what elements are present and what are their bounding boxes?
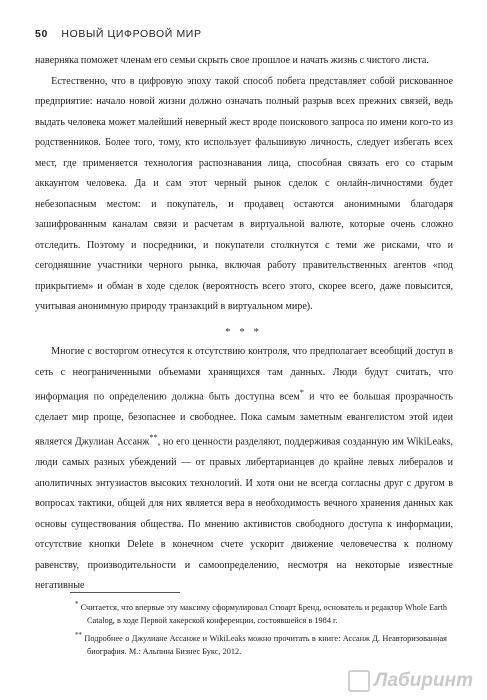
footnote-text: Подробнее о Джулиане Ассанже и WikiLeaks можно прочитать в книге: Ассанж Д. Неавторизованная биография. М.: Альпина Бизнес Букс, 2012. [84,633,448,656]
watermark-logo [348,670,473,692]
labyrinth-icon [348,670,370,692]
paragraph-continuation: наверняка поможет членам его семьи скрыть свое прошлое и начать жизнь с чистого листа. [35,55,429,66]
page-number: 50 [35,28,48,40]
paragraph: Естественно, что в цифровую эпоху такой способ побега представляет собой рискованное предприятие: начало новой жизни должно означать полный разрыв всех прежних связей, ведь выдать человека может малейший неверный жест вроде поискового запроса по имени кого-то из родственников. Более того, тому, кто использует фальшивую личность, следует избегать всех мест, где применяется технология распознавания лица, способная связать его со старым аккаунтом человека. Да и сам этот черный рынок сделок с онлайн-личностями будет небезопасным местом: и покупатель, и продавец остаются анонимными благодаря зашифрованным каналам связи и расчетам в виртуальной валюте, которые очень сложно отследить. Поэтому и посредники, и покупатели столкнутся с теми же рисками, что и сегодняшние участники черного рынка, включая работу правительственных агентов «под прикрытием» и обман в ходе сделок (вероятность всего этого, скорее всего, даже повысится, учитывая анонимную природу транзакций в виртуальном мире). [35,75,453,312]
running-header [35,28,202,40]
book-title: НОВЫЙ ЦИФРОВОЙ МИР [61,28,202,40]
main-text-top [35,51,453,318]
footnote-mark: ** [75,630,82,639]
footnote-ref[interactable]: ** [149,433,158,443]
section-divider: * * * [225,326,262,338]
main-text-bottom [35,342,453,597]
footnote-mark: * [75,600,79,608]
watermark-text: Лабиринт [374,670,473,691]
footnotes [75,598,447,660]
paragraph-text: Многие с восторгом отнесутся к отсутствию контроля, что предполагает всеобщий доступ в сеть с неограниченными объемами хранящихся там данных. Люди будут считать, что информация по определению должна быть доступна всем [35,346,453,403]
footnote-text: Считается, что впервые эту максиму сформулировал Стюарт Бренд, основатель и редактор Whole Earth Catalog, в ходе Первой хакерской конференции, состоявшейся в 1984 г. [80,602,447,625]
paragraph [35,342,453,597]
paragraph-text: и что ее большая прозрачность сделает мир проще, безопаснее и свободнее. Пока самым заметным евангелистом этой идеи является Джулиан Ассанж [35,391,453,448]
paragraph-text: , но его ценности разделяют, поддерживая созданную им WikiLeaks, люди самых разных убеждений — от правых либертарианцев до крайне левых либералов и аполитичных энтузиастов высоких технологий. И хотя они не всегда согласны друг с другом в вопросах тактики, общей для них является вера в необходимость вечного хранения данных как основы существования общества. По мнению активистов свободного доступа к информации, отсутствие кнопки Delete в конечном счете ускорит движение человечества к полному равенству, производительности и самоопределению, несмотря на некоторые известные негативные [35,436,453,592]
footnote-rule [70,592,180,593]
footnote [75,598,447,627]
footnote [75,629,447,658]
footnote-ref[interactable]: * [299,388,304,397]
